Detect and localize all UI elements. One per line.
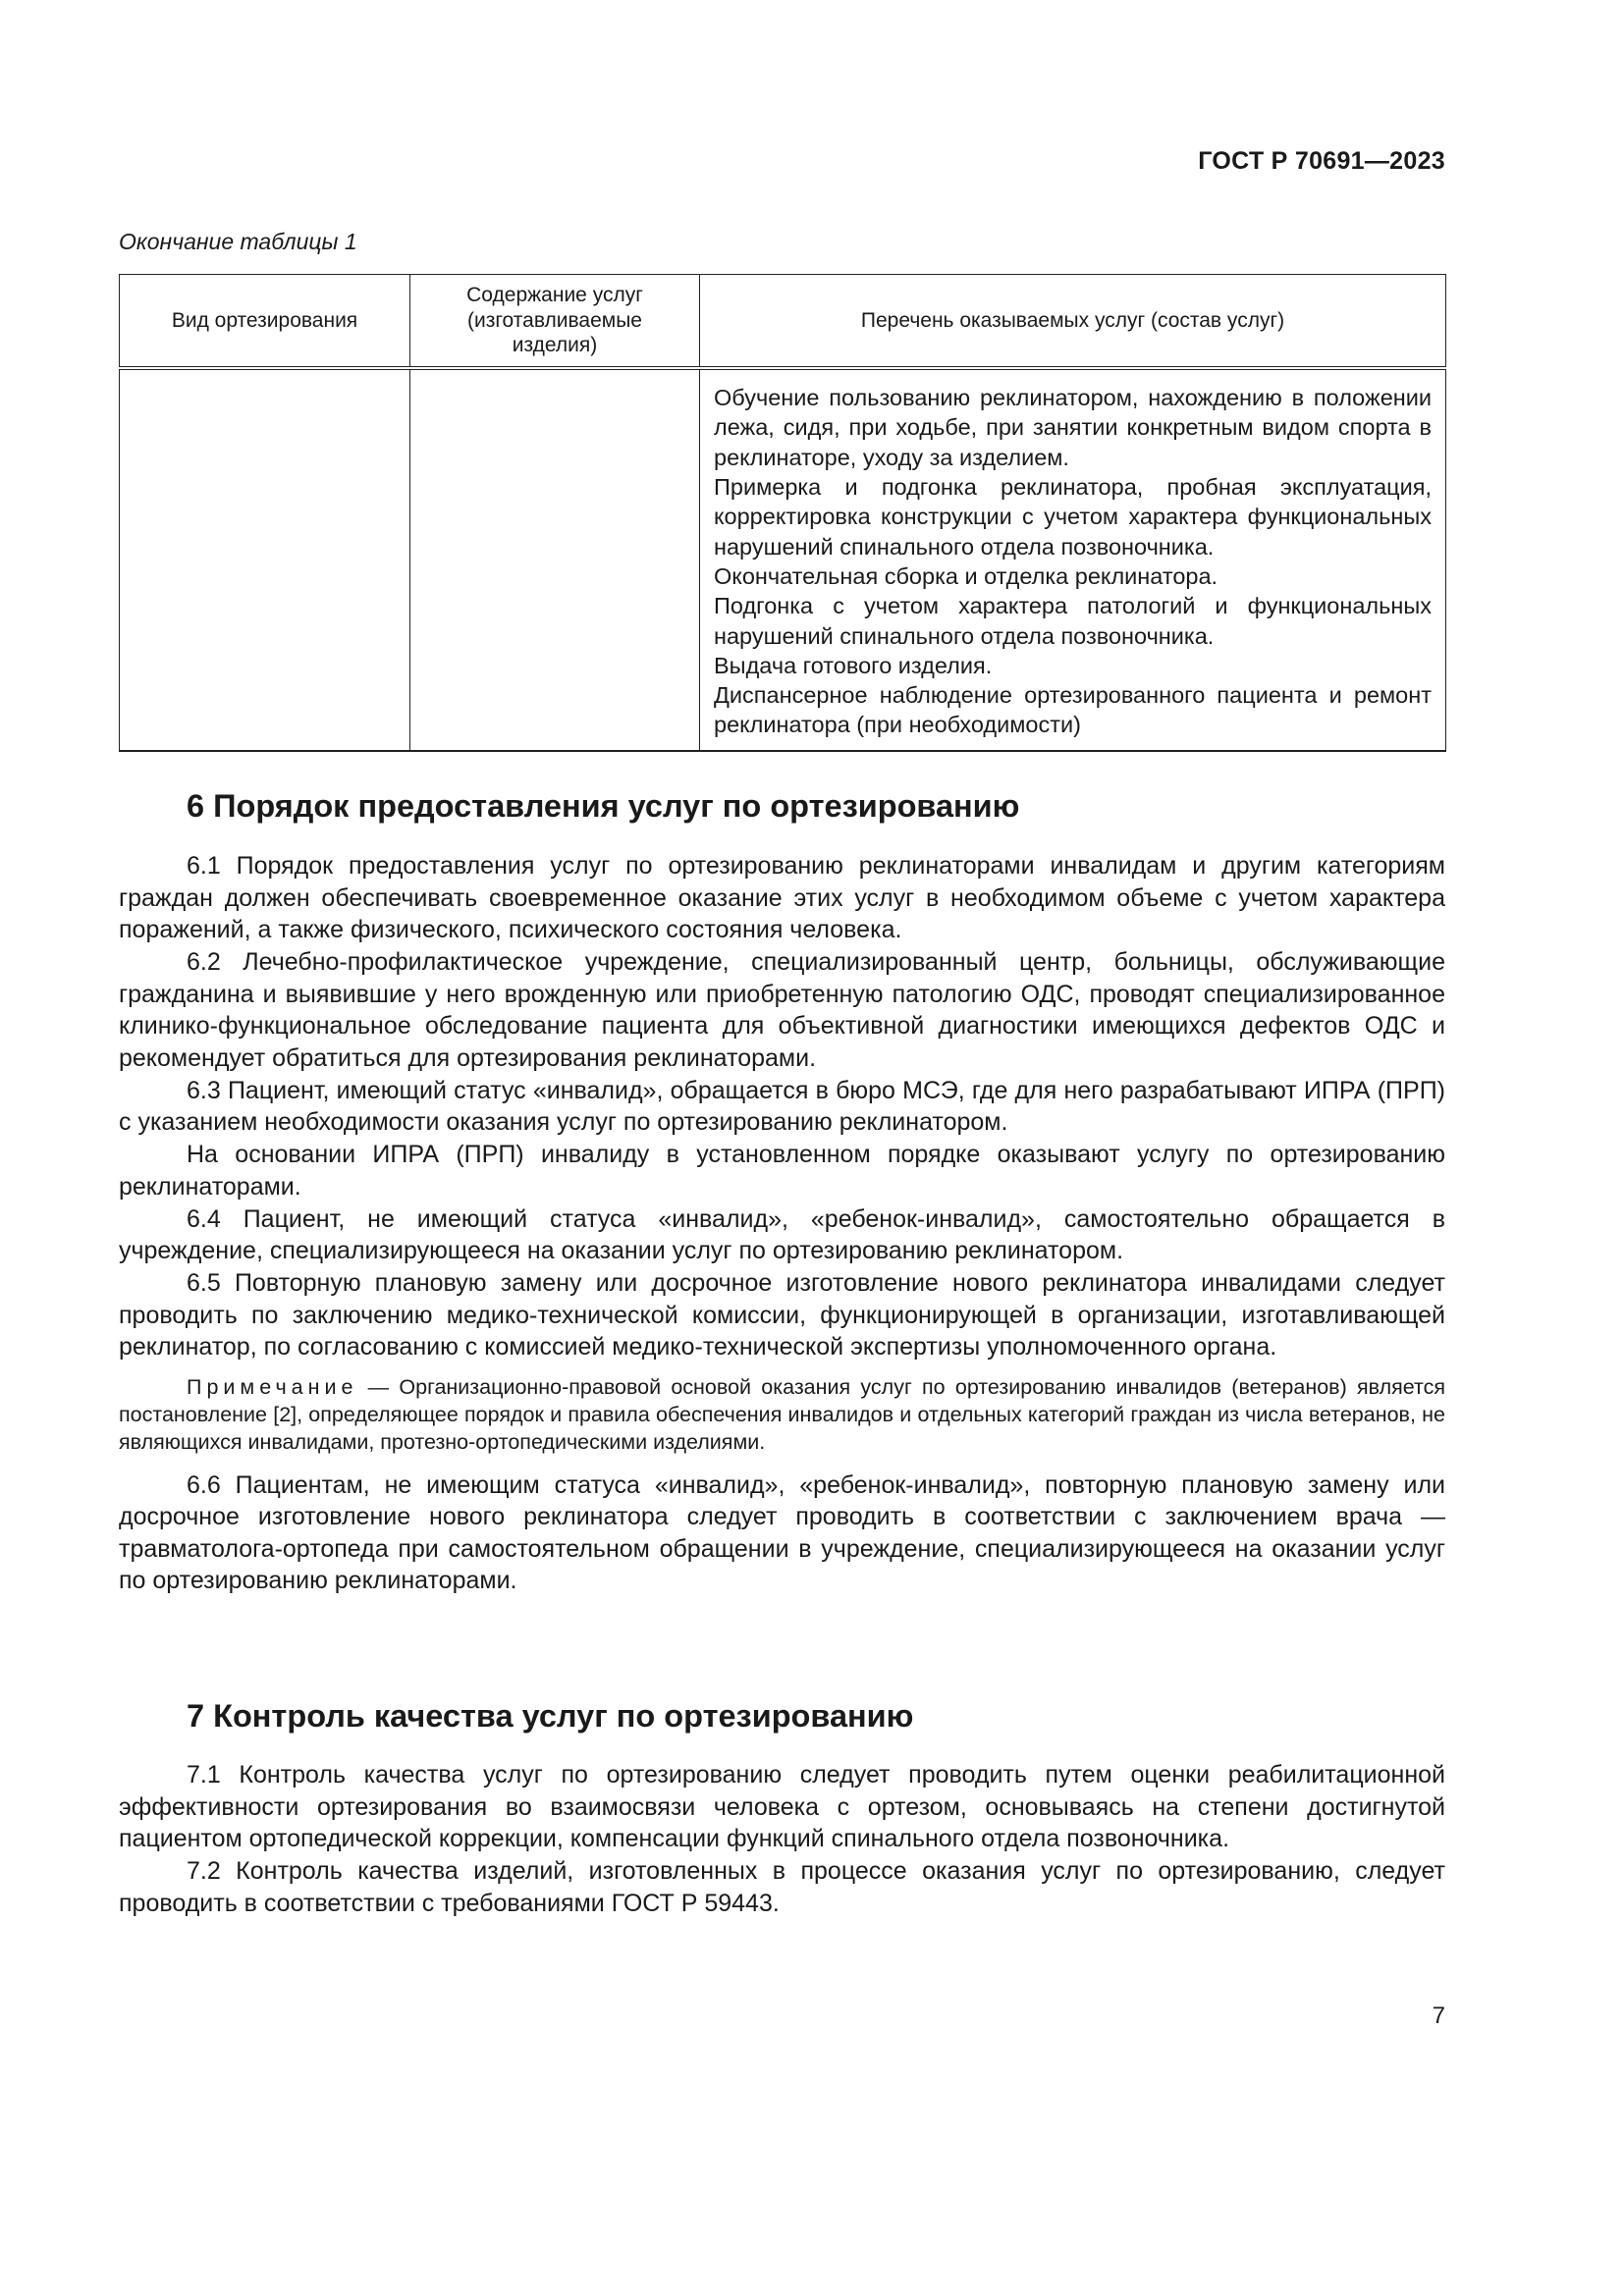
cell-services <box>700 368 1446 751</box>
service-item: Выдача готового изделия. <box>714 652 993 678</box>
paragraph-6-3: 6.3 Пациент, имеющий статус «инвалид», обращается в бюро МСЭ, где для него разрабатывают ИПРА (ПРП) с указанием необходимости оказания услуг по ортезированию реклинатором. <box>119 1076 1445 1136</box>
section-7-body <box>119 1759 1445 1920</box>
column-header-content: Содержание услуг (изготавливаемые изделия) <box>410 275 700 369</box>
paragraph-6-4: 6.4 Пациент, не имеющий статуса «инвалид», «ребенок-инвалид», самостоятельно обращается в учреждение, специализирующееся на оказании услуг по ортезированию реклинатором. <box>119 1204 1445 1264</box>
paragraph-6-1: 6.1 Порядок предоставления услуг по ортезированию реклинаторами инвалидам и другим категориям граждан должен обеспечивать своевременное оказание этих услуг в необходимом объеме с учетом характера поражений, а также физического, психического состояния человека. <box>119 852 1445 943</box>
paragraph-6-3-continued: На основании ИПРА (ПРП) инвалиду в установленном порядке оказывают услугу по ортезированию реклинаторами. <box>119 1141 1445 1201</box>
paragraph-7-1: 7.1 Контроль качества услуг по ортезированию следует проводить путем оценки реабилитационной эффективности ортезирования во взаимосвязи человека с ортезом, основываясь на степени достигнутой пациентом ортопедической коррекции, компенсации функций спинального отдела позвоночника. <box>119 1761 1445 1852</box>
table-caption: Окончание таблицы 1 <box>119 229 357 254</box>
service-item: Примерка и подгонка реклинатора, пробная эксплуатация, корректировка конструкции с учетом характера функциональных нарушений спинального отдела позвоночника. <box>714 473 1432 560</box>
service-item: Диспансерное наблюдение ортезированного пациента и ремонт реклинатора (при необходимости) <box>714 682 1432 738</box>
document-id: ГОСТ Р 70691—2023 <box>1198 147 1445 175</box>
note-text: — Организационно-правовой основой оказания услуг по ортезированию инвалидов (ветеранов) является постановление [2], определяющее порядок и правила обеспечения инвалидов и отдельных категорий граждан из числа ветеранов, не являющихся инвалидами, протезно-ортопедическими изделиями. <box>119 1374 1445 1454</box>
note-label: Примечание <box>187 1374 358 1399</box>
table-row <box>120 368 1446 751</box>
cell-type <box>120 368 410 751</box>
section-6-body <box>119 850 1445 1597</box>
cell-content <box>410 368 700 751</box>
service-item: Обучение пользованию реклинатором, нахождению в положении лежа, сидя, при ходьбе, при занятии конкретным видом спорта в реклинаторе, уходу за изделием. <box>714 385 1432 470</box>
column-header-type: Вид ортезирования <box>120 275 410 369</box>
service-item: Подгонка с учетом характера патологий и функциональных нарушений спинального отдела позвоночника. <box>714 593 1432 649</box>
page-number: 7 <box>1432 2002 1445 2029</box>
paragraph-7-2: 7.2 Контроль качества изделий, изготовленных в процессе оказания услуг по ортезированию, следует проводить в соответствии с требованиями ГОСТ Р 59443. <box>119 1857 1445 1917</box>
service-item: Окончательная сборка и отделка реклинатора. <box>714 562 1218 589</box>
paragraph-6-5: 6.5 Повторную плановую замену или досрочное изготовление нового реклинатора инвалидами следует проводить по заключению медико-технической комиссии, функционирующей в организации, изготавливающей реклинатор, по согласованию с комиссией медико-технической экспертизы уполномоченного органа. <box>119 1269 1445 1361</box>
services-table <box>119 274 1446 752</box>
table-header-row <box>120 275 1446 369</box>
section-6-title: 6 Порядок предоставления услуг по ортезированию <box>187 788 1020 824</box>
note <box>119 1373 1445 1456</box>
paragraph-6-6: 6.6 Пациентам, не имеющим статуса «инвалид», «ребенок-инвалид», повторную плановую замену или досрочное изготовление нового реклинатора следует проводить в соответствии с заключением врача — травматолога-ортопеда при самостоятельном обращении в учреждение, специализирующееся на оказании услуг по ортезированию реклинаторами. <box>119 1470 1445 1594</box>
paragraph-6-2: 6.2 Лечебно-профилактическое учреждение, специализированный центр, больницы, обслуживающие гражданина и выявившие у него врожденную или приобретенную патологию ОДС, проводят специализированное клинико-функциональное обследование пациента для объективной диагностики имеющихся дефектов ОДС и рекомендует обратиться для ортезирования реклинаторами. <box>119 948 1445 1072</box>
section-7-title: 7 Контроль качества услуг по ортезированию <box>187 1698 914 1734</box>
column-header-services: Перечень оказываемых услуг (состав услуг) <box>700 275 1446 369</box>
